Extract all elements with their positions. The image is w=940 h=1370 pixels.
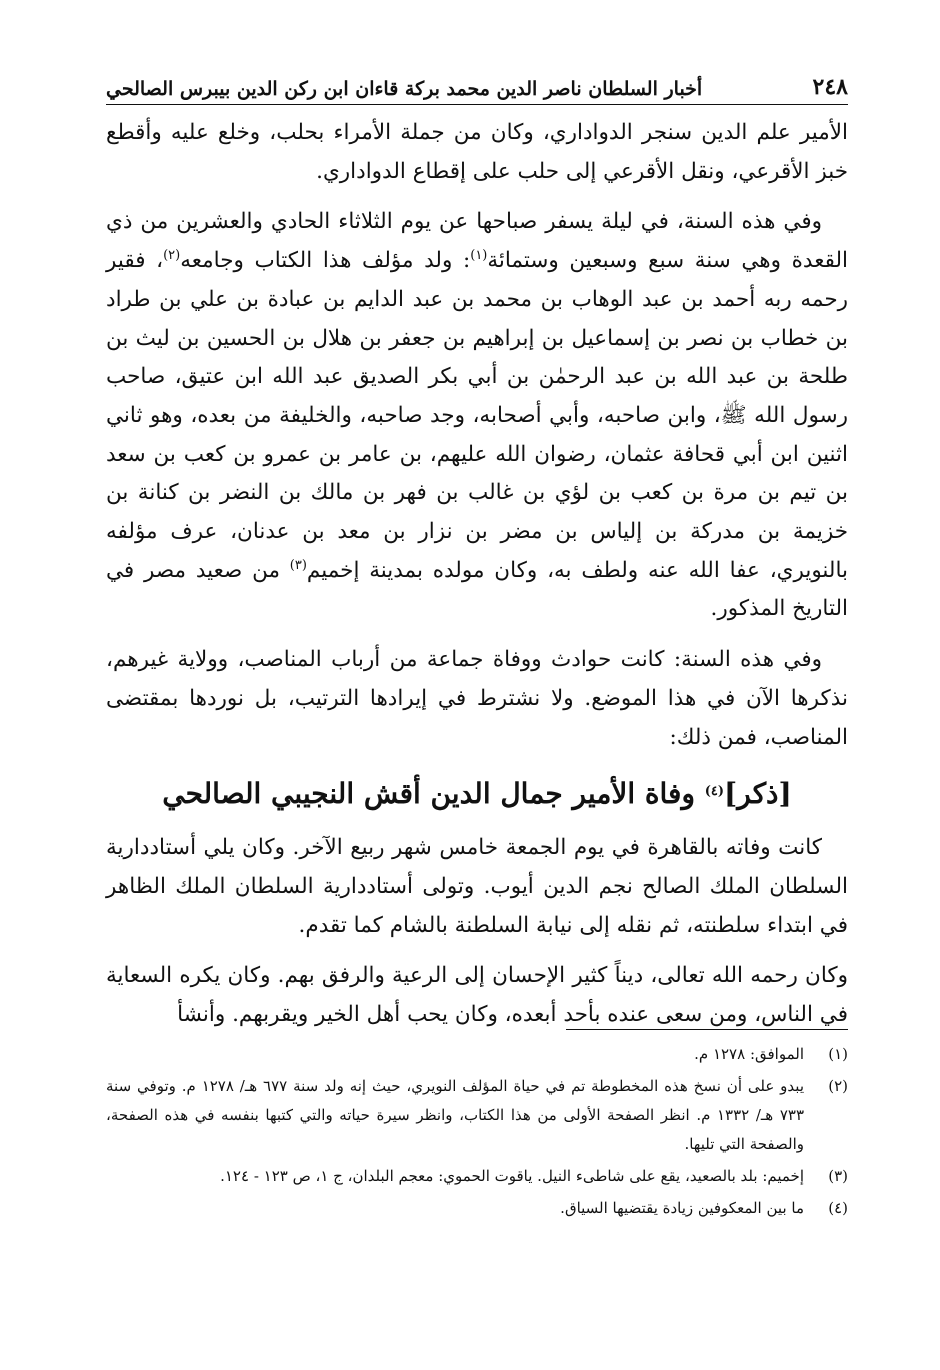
paragraph-1: الأمير علم الدين سنجر الدواداري، وكان من جملة الأمراء بحلب، وخلع عليه وأقطع خبز الأقرعي، ونقل الأقرعي إلى حلب على إقطاع الدواداري. bbox=[106, 120, 848, 184]
section-paragraph-2: وكان رحمه الله تعالى، ديناً كثير الإحسان إلى الرعية والرفق بهم. وكان يكره السعاية في الناس، ومن سعى عنده بأحد أبعده، وكان يحب أهل الخير ويقربهم. وأنشأ bbox=[106, 963, 848, 1028]
paragraph-2-part-4: من صعيد مصر في التاريخ المذكور. bbox=[106, 557, 848, 622]
footnote-number: (٢) bbox=[828, 1077, 848, 1095]
paragraph-2-part-3: ، فقير رحمه ربه أحمد بن عبد الوهاب بن محمد بن عبد الدايم بن عبادة بن علي بن طراد بن خطاب بن نصر بن إسماعيل بن إبراهيم بن جعفر بن هلال بن الحسين بن ليث بن طلحة بن عبد الله بن عبد الرحمٰن بن أبي بكر الصديق عبد الله ابن عتيق، صاحب رسول الله ﷺ، وابن صاحبه، وأبي أصحابه، وجد صاحبه، والخليفة من بعده، وهو ثاني اثنين ابن أبي قحافة عثمان، رضوان الله عليهم، بن عامر بن عمرو بن كعب بن سعد بن تيم بن مرة بن كعب بن لؤي بن غالب بن فهر بن مالك بن النضر بن كنانة بن خزيمة بن مدركة بن إلياس بن مضر بن نزار بن معد بن عدنان، عرف مؤلفه بالنويري، عفا الله عنه ولطف به، وكان مولده بمدينة إخميم bbox=[106, 248, 848, 583]
header-divider bbox=[106, 104, 848, 105]
running-title: أخبار السلطان ناصر الدين محمد بركة قاءان ابن ركن الدين بيبرس الصالحي bbox=[106, 78, 703, 100]
footnote-3 bbox=[106, 1162, 848, 1191]
footnote-ref-1: (١) bbox=[470, 248, 488, 264]
footnote-2 bbox=[106, 1072, 848, 1159]
page-number: ٢٤٨ bbox=[812, 74, 848, 100]
section-heading bbox=[106, 769, 848, 819]
section-paragraph-1: كانت وفاته بالقاهرة في يوم الجمعة خامس شهر ربيع الآخر. وكان يلي أستاددارية السلطان الملك الصالح نجم الدين أيوب. وتولى أستاددارية السلطان الملك الظاهر في ابتداء سلطنته، ثم نقله إلى نيابة السلطنة بالشام كما تقدم. bbox=[106, 835, 848, 938]
footnote-ref-2: (٢) bbox=[163, 248, 181, 264]
footnote-text: الموافق: ١٢٧٨ م. bbox=[694, 1045, 804, 1063]
main-text bbox=[106, 114, 848, 1047]
footnote-ref-3: (٣) bbox=[289, 557, 307, 573]
footnote-divider bbox=[566, 1029, 848, 1030]
paragraph-2 bbox=[106, 203, 848, 629]
footnote-number: (١) bbox=[828, 1045, 848, 1063]
footnote-text: إخميم: بلد بالصعيد، يقع على شاطىء النيل. ياقوت الحموي: معجم البلدان، ج ١، ص ١٢٣ - ١٢٤. bbox=[220, 1167, 804, 1185]
paragraph-3: وفي هذه السنة: كانت حوادث ووفاة جماعة من أرباب المناصب، وولاية غيرهم، نذكرها الآن في هذا الموضع. ولا نشترط في إيرادها الترتيب، بل نوردها بمقتضى المناصب، فمن ذلك: bbox=[106, 647, 848, 750]
footnote-number: (٣) bbox=[828, 1167, 848, 1185]
paragraph-2-part-2: : ولد مؤلف هذا الكتاب وجامعه bbox=[180, 248, 471, 274]
footnotes bbox=[106, 1040, 848, 1226]
footnote-text: يبدو على أن نسخ هذه المخطوطة تم في حياة المؤلف النويري، حيث إنه ولد سنة ٦٧٧ هـ/ ١٢٧٨ م. وتوفي سنة ٧٣٣ هـ/ ١٣٣٢ م. انظر الصفحة الأولى من هذا الكتاب، وانظر سيرة حياته والتي كتبها بنفسه في هذه الصفحة، والصفحة التي تليها. bbox=[106, 1077, 804, 1153]
footnote-ref-4: (٤) bbox=[704, 784, 725, 800]
page-header bbox=[106, 62, 848, 100]
footnote-4 bbox=[106, 1194, 848, 1223]
paragraph-2-part-1: وفي هذه السنة، في ليلة يسفر صباحها عن يوم الثلاثاء الحادي والعشرين من ذي القعدة وهي سنة سبع وسبعين وستمائة bbox=[106, 209, 848, 274]
footnote-text: ما بين المعكوفين زيادة يقتضيها السياق. bbox=[560, 1199, 804, 1217]
footnote-number: (٤) bbox=[828, 1199, 848, 1217]
section-heading-text: وفاة الأمير جمال الدين أقش النجيبي الصالحي bbox=[162, 777, 705, 811]
footnote-1 bbox=[106, 1040, 848, 1069]
section-heading-prefix: [ذكر] bbox=[724, 777, 792, 811]
